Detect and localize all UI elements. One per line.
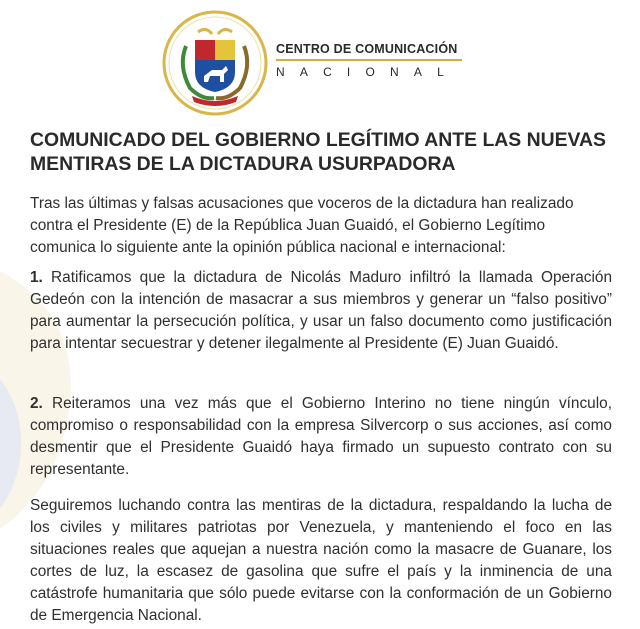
point-1-number: 1.	[30, 269, 43, 286]
intro-paragraph: Tras las últimas y falsas acusaciones que voceros de la dictadura han realizado contra el Presidente (E) de la República Juan Guaidó, el Gobierno Legítimo comunica lo siguiente ante la opinión pública nacional e internacional:	[30, 195, 574, 256]
venezuela-coat-of-arms-icon	[162, 10, 268, 116]
point-2-paragraph	[30, 393, 612, 481]
closing-paragraph: Seguiremos luchando contra las mentiras de la dictadura, respaldando la lucha de los civiles y militares patriotas por Venezuela, y manteniendo el foco en las situaciones reales que aquejan a nuestra nación como la masacre de Guanare, los cortes de luz, la escasez de gasolina que sufre el país y la inminencia de una catástrofe humanitaria que sólo puede evitarse con la conformación de un Gobierno de Emergencia Nacional.	[30, 497, 612, 624]
point-2-text: Reiteramos una vez más que el Gobierno Interino no tiene ningún vínculo, compromiso o responsabilidad con la empresa Silvercorp o sus acciones, así como desmentir que el Presidente Guaidó haya firmado un supuesto contrato con su representante.	[30, 395, 612, 478]
communique-title: COMUNICADO DEL GOBIERNO LEGÍTIMO ANTE LAS NUEVAS MENTIRAS DE LA DICTADURA USURPADORA	[30, 129, 606, 175]
point-1-text: Ratificamos que la dictadura de Nicolás Maduro infiltró la llamada Operación Gedeón con la intención de masacrar a sus miembros y generar un “falso positivo” para aumentar la persecución política, y usar un falso documento como justificación para intentar secuestrar y detener ilegalmente al Presidente (E) Juan Guaidó.	[30, 269, 612, 352]
org-name-divider	[276, 59, 462, 61]
point-2-number: 2.	[30, 395, 43, 412]
org-name-line1: CENTRO DE COMUNICACIÓN	[276, 42, 458, 56]
org-name-line2: NACIONAL	[276, 65, 459, 79]
org-name-block	[276, 42, 466, 79]
point-1-paragraph	[30, 267, 612, 355]
